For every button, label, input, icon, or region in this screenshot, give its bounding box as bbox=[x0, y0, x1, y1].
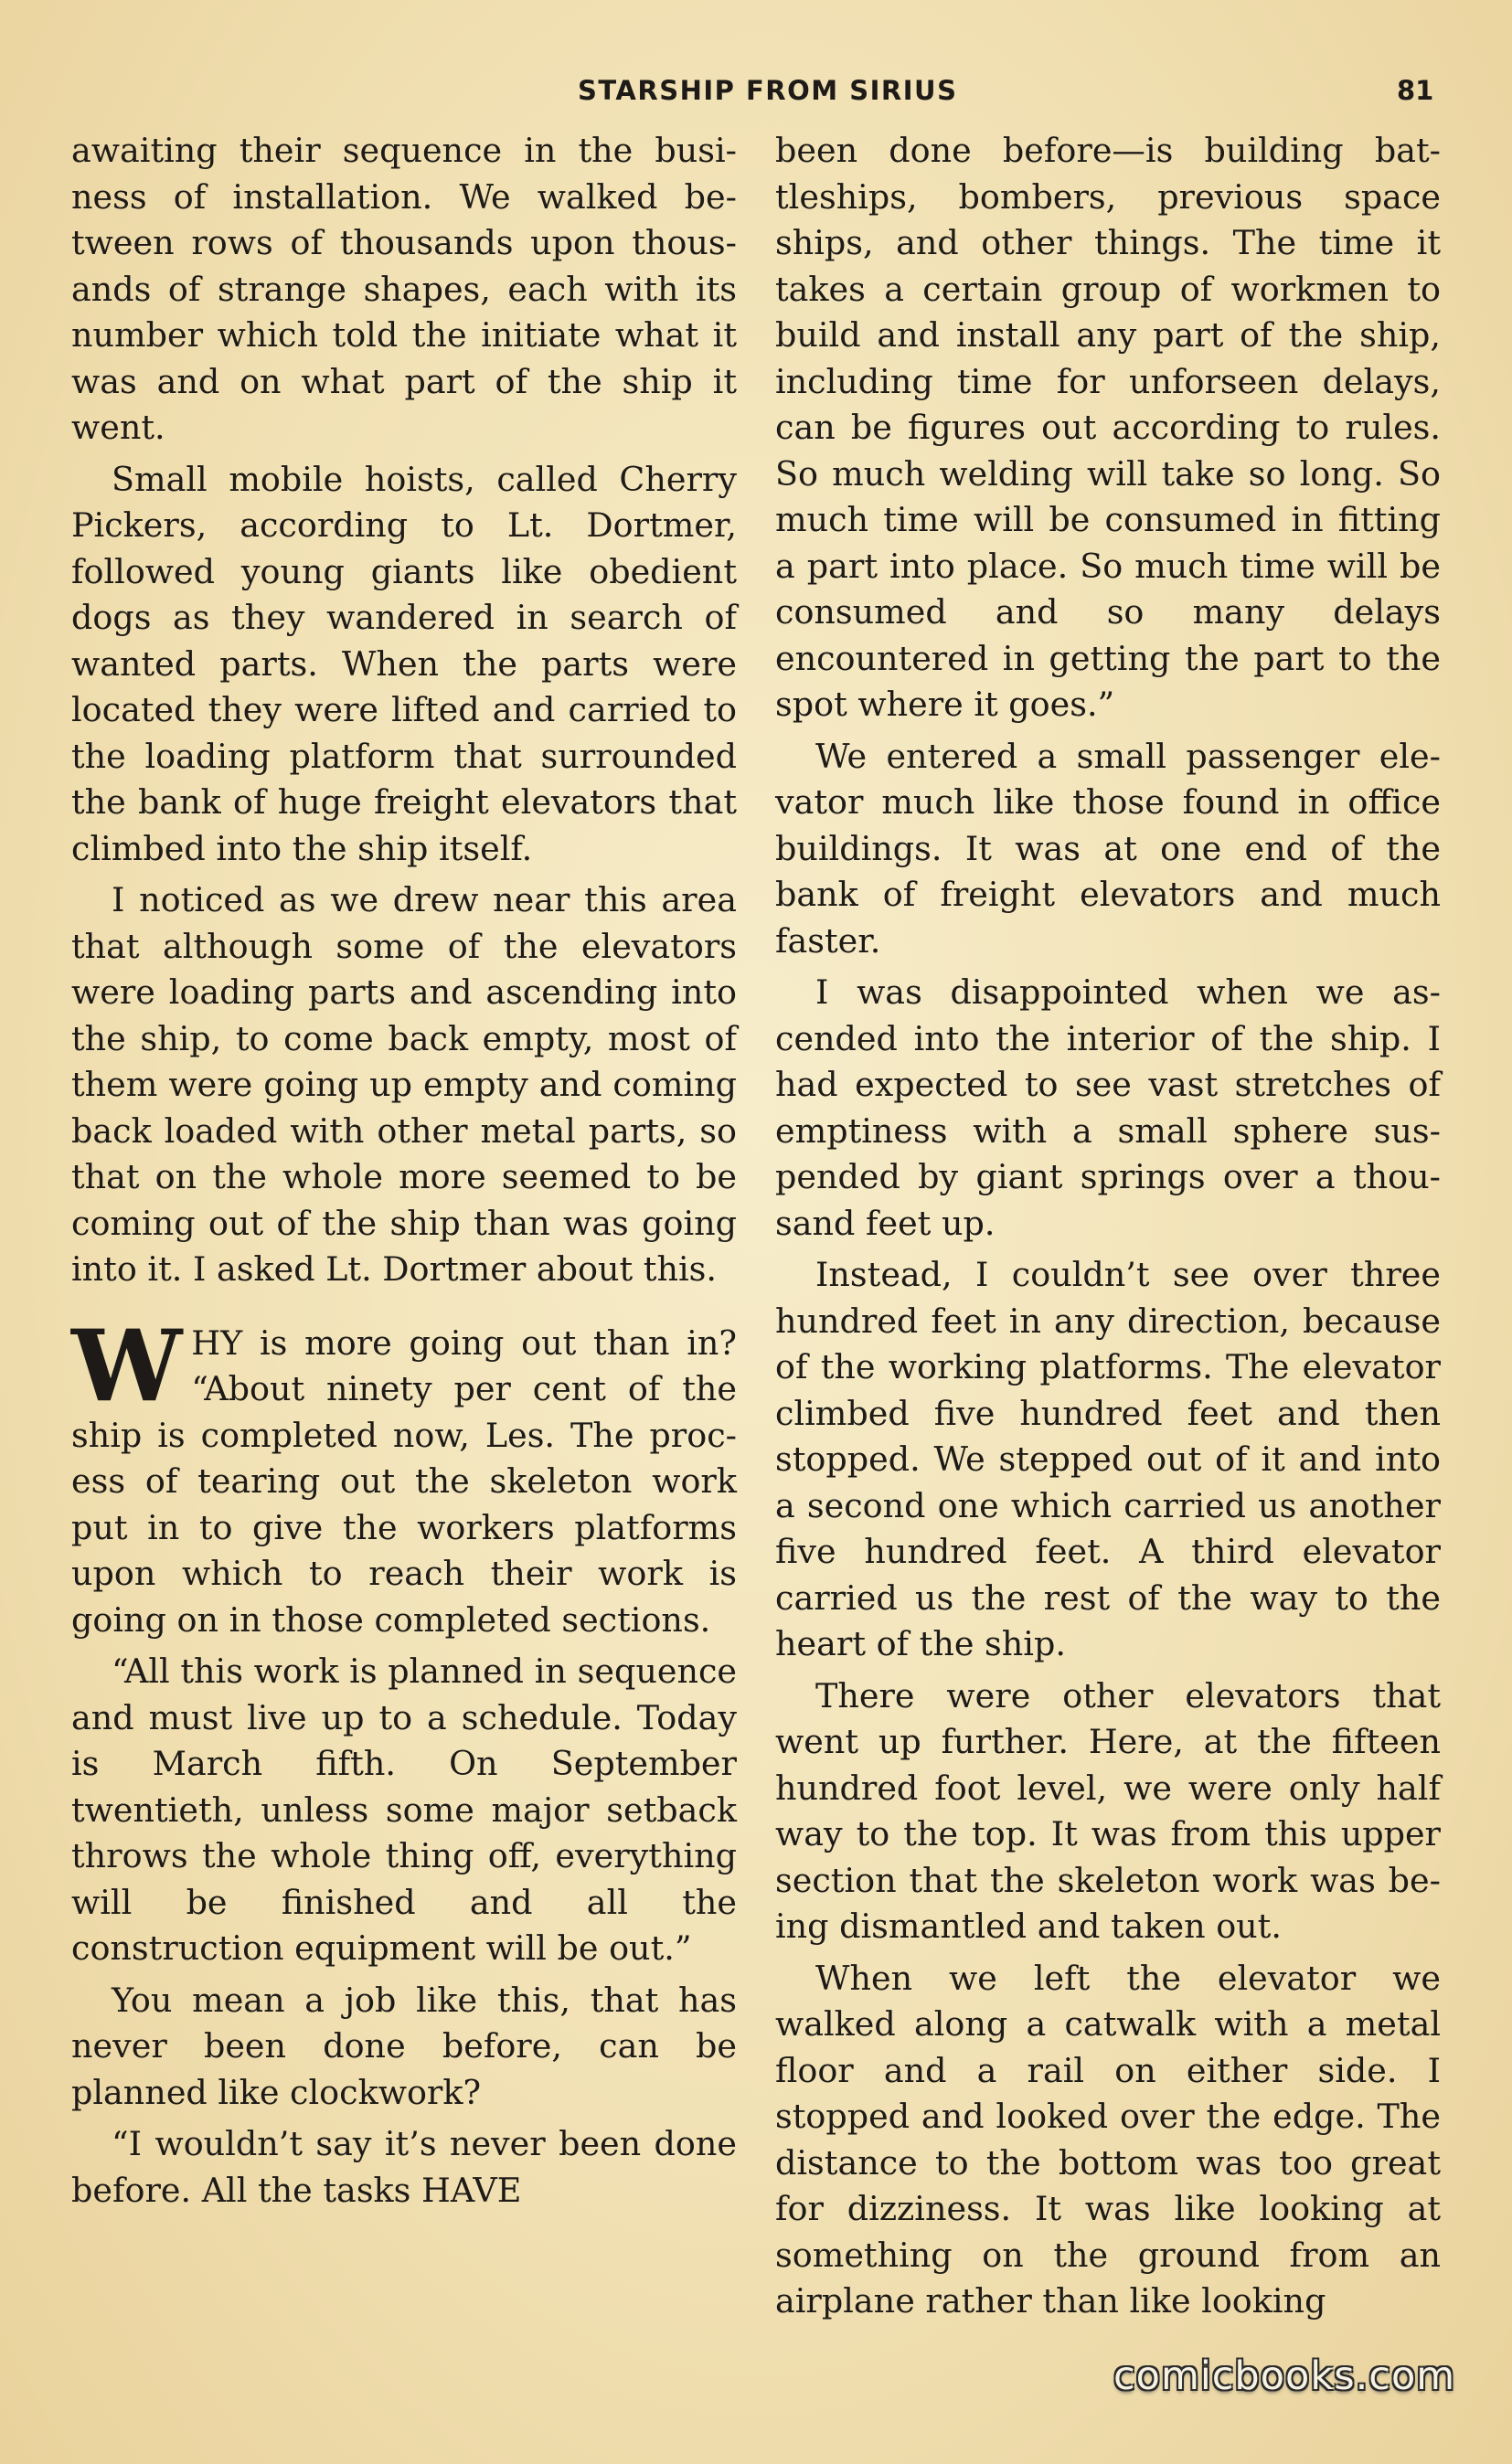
running-header bbox=[0, 71, 1512, 117]
paragraph: I was disappointed when we ascended into the interior of the ship. I had expected to see vast stretches of emptiness with a small sphere suspended by giant springs over a thousand feet up. bbox=[775, 972, 1441, 1243]
paragraph: Instead, I couldn’t see over three hundred feet in any direction, because of the working platforms. The elevator climbed five hundred feet and then stopped. We stepped out of it and into a second one which carried us another five hundred feet. A third elevator carried us the rest of the way to the heart of the ship. bbox=[775, 1255, 1441, 1663]
paragraph: awaiting their sequence in the business of installation. We walked between rows of thousands upon thousands of strange shapes, each with its number which told the initiate what it was and on what part of the ship it went. bbox=[71, 131, 737, 447]
paragraph: There were other elevators that went up further. Here, at the fifteen hundred foot level, we were only half way to the top. It was from this upper section that the skeleton work was being dismantled and taken out. bbox=[775, 1675, 1441, 1946]
right-column bbox=[775, 128, 1441, 2325]
paragraph-text: HY is more going out than in? “About ninety per cent of the ship is completed now, Les. The process of tearing out the skeleton work put in to give the workers platforms upon which to reach their work is going on in those completed sections. bbox=[71, 1322, 737, 1640]
paragraph: When we left the elevator we walked along a catwalk with a metal floor and a rail on either side. I stopped and looked over the edge. The distance to the bottom was too great for dizziness. It was like looking at something on the ground from an airplane rather than like looking bbox=[775, 1958, 1441, 2321]
watermark: comicbooks.com bbox=[1113, 2353, 1456, 2399]
paragraph: been done before—is building battleships, bombers, previous space ships, and other things. The time it takes a certain group of workmen to build and install any part of the ship, including time for unforseen delays, can be figures out according to rules. So much welding will take so long. So much time will be consumed in fitting a part into place. So much time will be consumed and so many delays encountered in getting the part to the spot where it goes.” bbox=[775, 131, 1441, 724]
paragraph: “All this work is planned in sequence and must live up to a schedule. Today is March fifth. On September twentieth, unless some major setback throws the whole thing off, everything will be finished and all the construction equipment will be out.” bbox=[71, 1652, 737, 1968]
drop-cap-paragraph bbox=[71, 1308, 737, 1644]
paragraph: You mean a job like this, that has never been done before, can be planned like clockwork? bbox=[71, 1980, 737, 2112]
page-number: 81 bbox=[1397, 75, 1434, 106]
paragraph: Small mobile hoists, called Cherry Pickers, according to Lt. Dortmer, followed young giants like obedient dogs as they wandered in search of wanted parts. When the parts were located they were lifted and carried to the loading platform that surrounded the bank of huge freight elevators that climbed into the ship itself. bbox=[71, 459, 737, 868]
drop-cap: W bbox=[71, 1308, 183, 1424]
running-title: STARSHIP FROM SIRIUS bbox=[578, 75, 958, 106]
left-column bbox=[71, 128, 737, 2214]
paragraph: We entered a small passenger elevator much like those found in office buildings. It was at one end of the bank of freight elevators and much faster. bbox=[775, 736, 1441, 961]
paragraph: “I wouldn’t say it’s never been done before. All the tasks HAVE bbox=[71, 2124, 737, 2210]
paragraph: I noticed as we drew near this area that although some of the elevators were loading parts and ascending into the ship, to come back empty, most of them were going up empty and coming back loaded with other metal parts, so that on the whole more seemed to be coming out of the ship than was going into it. I asked Lt. Dortmer about this. bbox=[71, 880, 737, 1289]
